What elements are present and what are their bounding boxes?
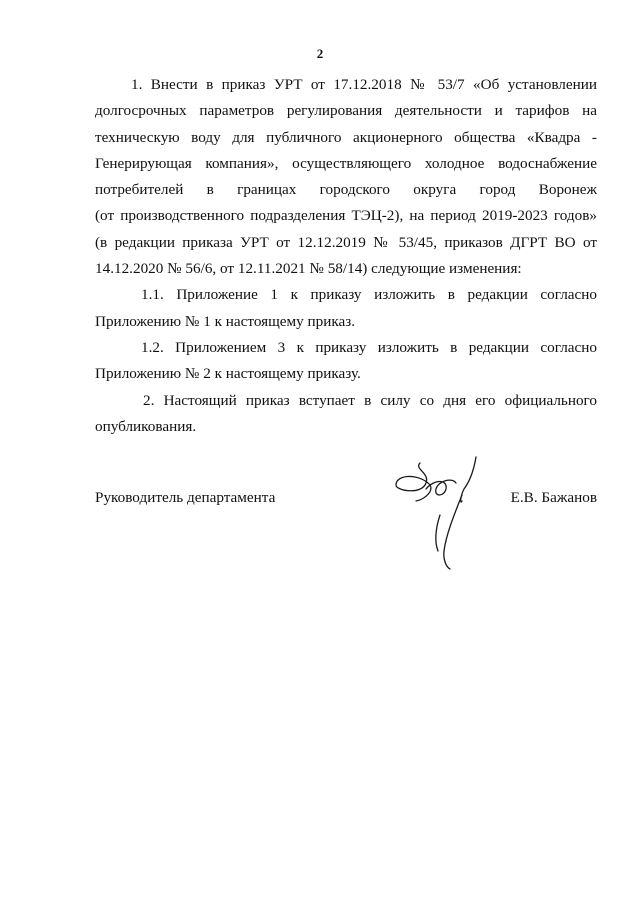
paragraph-1-line-4: Генерирующая компания», осуществляющего холодное водоснабжение: [95, 154, 597, 172]
paragraph-1-line-8: 14.12.2020 № 56/6, от 12.11.2021 № 58/14) следующие изменения:: [95, 260, 522, 278]
paragraph-1-line-3: техническую воду для публичного акционерного общества «Квадра -: [95, 128, 597, 146]
paragraph-1-line-2: долгосрочных параметров регулирования деятельности и тарифов на: [95, 102, 597, 120]
paragraph-1-2-line-2: Приложению № 2 к настоящему приказу.: [95, 365, 361, 383]
signatory-title: Руководитель департамента: [95, 489, 276, 506]
paragraph-2-line-1: 2. Настоящий приказ вступает в силу со дня его официального: [143, 391, 597, 409]
paragraph-1-1-line-2: Приложению № 1 к настоящему приказ.: [95, 312, 356, 330]
paragraph-1-line-1: 1. Внести в приказ УРТ от 17.12.2018 № 53/7 «Об установлении: [131, 76, 597, 93]
page-number: 2: [316, 46, 324, 61]
paragraph-1-line-6: (от производственного подразделения ТЭЦ-2), на период 2019-2023 годов»: [95, 207, 597, 225]
paragraph-2-line-2: опубликования.: [95, 417, 197, 435]
document-body: [95, 72, 597, 440]
signatory-name: Е.В. Бажанов: [510, 489, 597, 506]
paragraph-1-line-5: потребителей в границах городского округа город Воронеж: [95, 181, 597, 199]
paragraph-1-line-7: (в редакции приказа УРТ от 12.12.2019 № 53/45, приказов ДГРТ ВО от: [95, 233, 597, 251]
paragraph-1-1-line-1: 1.1. Приложение 1 к приказу изложить в редакции согласно: [141, 286, 597, 304]
paragraph-1-2-line-1: 1.2. Приложением 3 к приказу изложить в редакции согласно: [141, 338, 597, 356]
handwritten-signature-icon: [390, 455, 490, 575]
